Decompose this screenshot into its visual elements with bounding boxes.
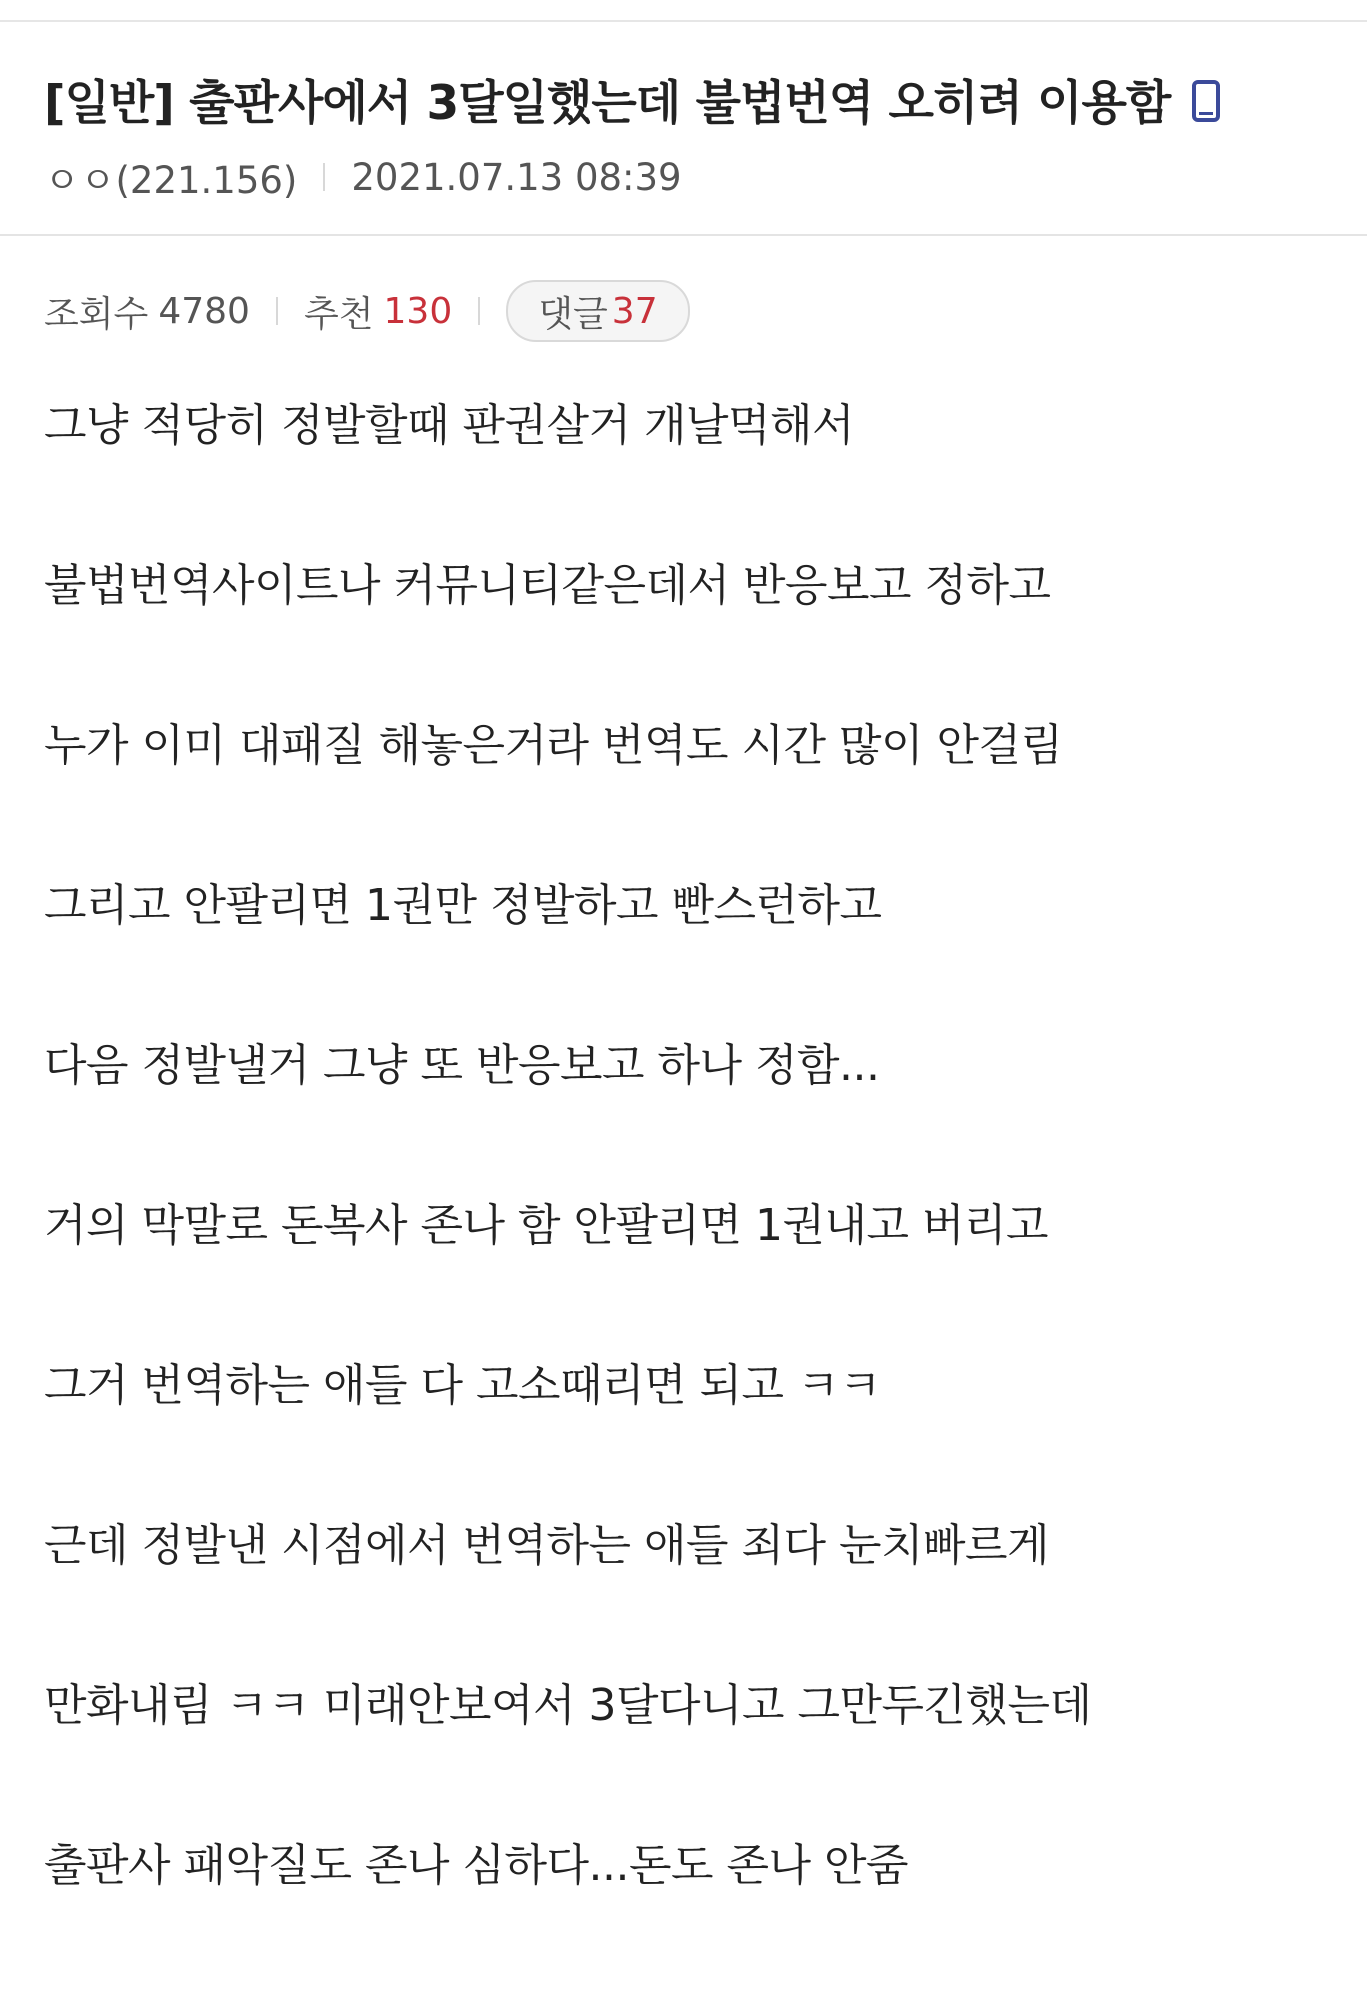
content-line: 출판사 패악질도 존나 심하다...돈도 존나 안줌 [44, 1840, 908, 1891]
content-line: 불법번역사이트나 커뮤니티같은데서 반응보고 정하고 [44, 560, 1051, 611]
mobile-phone-icon [1192, 79, 1220, 121]
author-name[interactable]: ㅇㅇ(221.156) [44, 159, 298, 202]
post-meta [44, 150, 682, 204]
stats-divider [478, 297, 480, 325]
comments-count: 37 [611, 290, 658, 332]
meta-divider [323, 163, 325, 191]
post-header [0, 22, 1367, 236]
content-line: 만화내림 ㅋㅋ 미래안보여서 3달다니고 그만두긴했는데 [44, 1680, 1092, 1731]
comments-label: 댓글 [538, 293, 608, 335]
content-line: 근데 정발낸 시점에서 번역하는 애들 죄다 눈치빠르게 [44, 1520, 1050, 1571]
content-line: 그냥 적당히 정발할때 판권살거 개날먹해서 [44, 400, 855, 451]
content-line: 누가 이미 대패질 해놓은거라 번역도 시간 많이 안걸림 [44, 720, 1063, 771]
post-stats [44, 280, 690, 342]
content-line: 그리고 안팔리면 1권만 정발하고 빤스런하고 [44, 880, 882, 931]
post-date: 2021.07.13 08:39 [351, 155, 682, 199]
recommend-label: 추천 [303, 293, 374, 335]
content-line: 그거 번역하는 애들 다 고소때리면 되고 ㅋㅋ [44, 1360, 881, 1411]
post-title-text: [일반] 출판사에서 3달일했는데 불법번역 오히려 이용함 [44, 76, 1171, 131]
stats-divider [276, 297, 278, 325]
comments-button[interactable] [506, 280, 689, 342]
post-body [44, 395, 1334, 1995]
post-title [44, 66, 1220, 133]
views-count: 4780 [158, 290, 250, 332]
views-label: 조회수 [44, 293, 149, 335]
content-line: 다음 정발낼거 그냥 또 반응보고 하나 정함... [44, 1040, 880, 1091]
recommend-count: 130 [383, 290, 453, 332]
content-line: 거의 막말로 돈복사 존나 함 안팔리면 1권내고 버리고 [44, 1200, 1048, 1251]
